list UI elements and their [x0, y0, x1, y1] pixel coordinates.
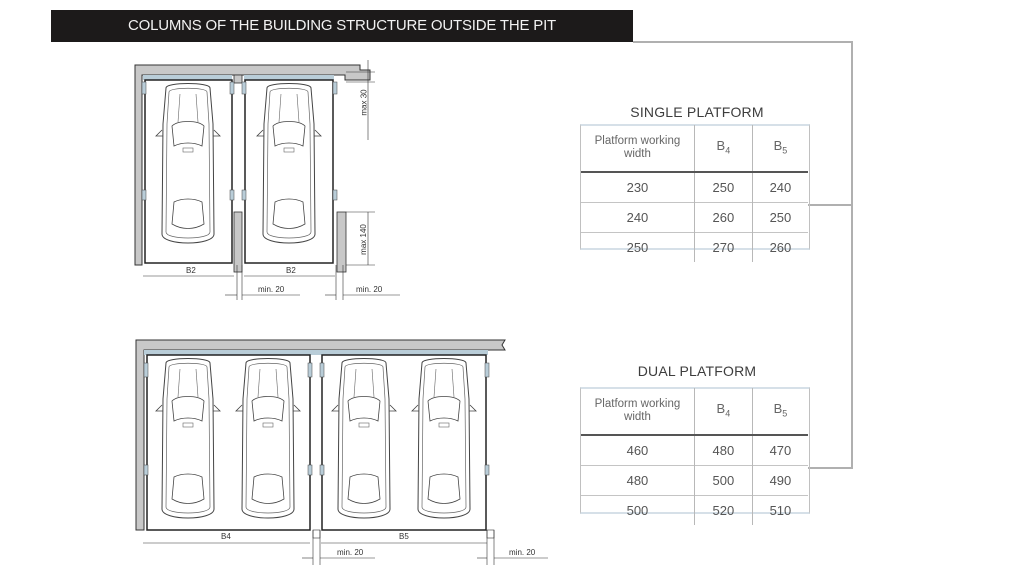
cell: 490 [752, 466, 808, 496]
table-header-row [581, 388, 808, 435]
cell: 500 [581, 496, 694, 526]
cell: 510 [752, 496, 808, 526]
table-header-row [581, 125, 808, 172]
width-label-b2-right: B2 [286, 266, 296, 275]
cell: 260 [752, 233, 808, 263]
cell: 260 [694, 203, 752, 233]
width-label-b4: B4 [221, 532, 231, 541]
car-icon [156, 84, 220, 244]
car-icon [156, 359, 220, 519]
gap-label-min20-a: min. 20 [258, 285, 285, 294]
col-header-b4: $B_4$ [694, 125, 752, 172]
col-header-b5: $B_5$ [752, 125, 808, 172]
cell: 480 [581, 466, 694, 496]
col-header-b5: $B_5$ [752, 388, 808, 435]
table-row [581, 466, 808, 496]
cell: 460 [626, 443, 649, 458]
dual-platform-drawing [130, 335, 550, 570]
cell: 230 [626, 180, 649, 195]
page-title: COLUMNS OF THE BUILDING STRUCTURE OUTSIDE THE PIT [127, 17, 557, 34]
cell: 500 [694, 466, 752, 496]
col-header-platform-width: Platform working width [581, 388, 694, 435]
cell: 470 [752, 435, 808, 466]
single-platform-title: SINGLE PLATFORM [630, 104, 764, 120]
cell: 520 [694, 496, 752, 526]
table-row [581, 496, 808, 526]
gap-label-min20-b: min. 20 [356, 285, 383, 294]
width-label-b2-left: B2 [186, 266, 196, 275]
page-title-banner [51, 10, 633, 42]
cell: 480 [694, 435, 752, 466]
width-label-b5: B5 [399, 532, 409, 541]
car-icon [236, 359, 300, 519]
table-row [581, 435, 808, 466]
gap-label-min20-d: min. 20 [509, 548, 536, 557]
table-row [581, 233, 808, 263]
col-header-platform-width: Platform working width [581, 125, 694, 172]
table-row [581, 172, 808, 203]
cell: 270 [694, 233, 752, 263]
dual-platform-title: DUAL PLATFORM [637, 363, 757, 379]
cell: 240 [752, 172, 808, 203]
car-icon [257, 84, 321, 244]
gap-label-min20-c: min. 20 [337, 548, 364, 557]
dual-platform-table [581, 388, 808, 525]
cell: 250 [752, 203, 808, 233]
height-label-max140: max 140 [358, 224, 368, 255]
cell: 250 [581, 233, 694, 263]
cell: 250 [694, 172, 752, 203]
car-icon [412, 359, 476, 519]
cell: 240 [581, 203, 694, 233]
single-platform-table [581, 125, 808, 262]
col-header-b4: $B_4$ [694, 388, 752, 435]
car-icon [332, 359, 396, 519]
table-row [581, 203, 808, 233]
height-label-max30: max 30 [359, 89, 369, 116]
